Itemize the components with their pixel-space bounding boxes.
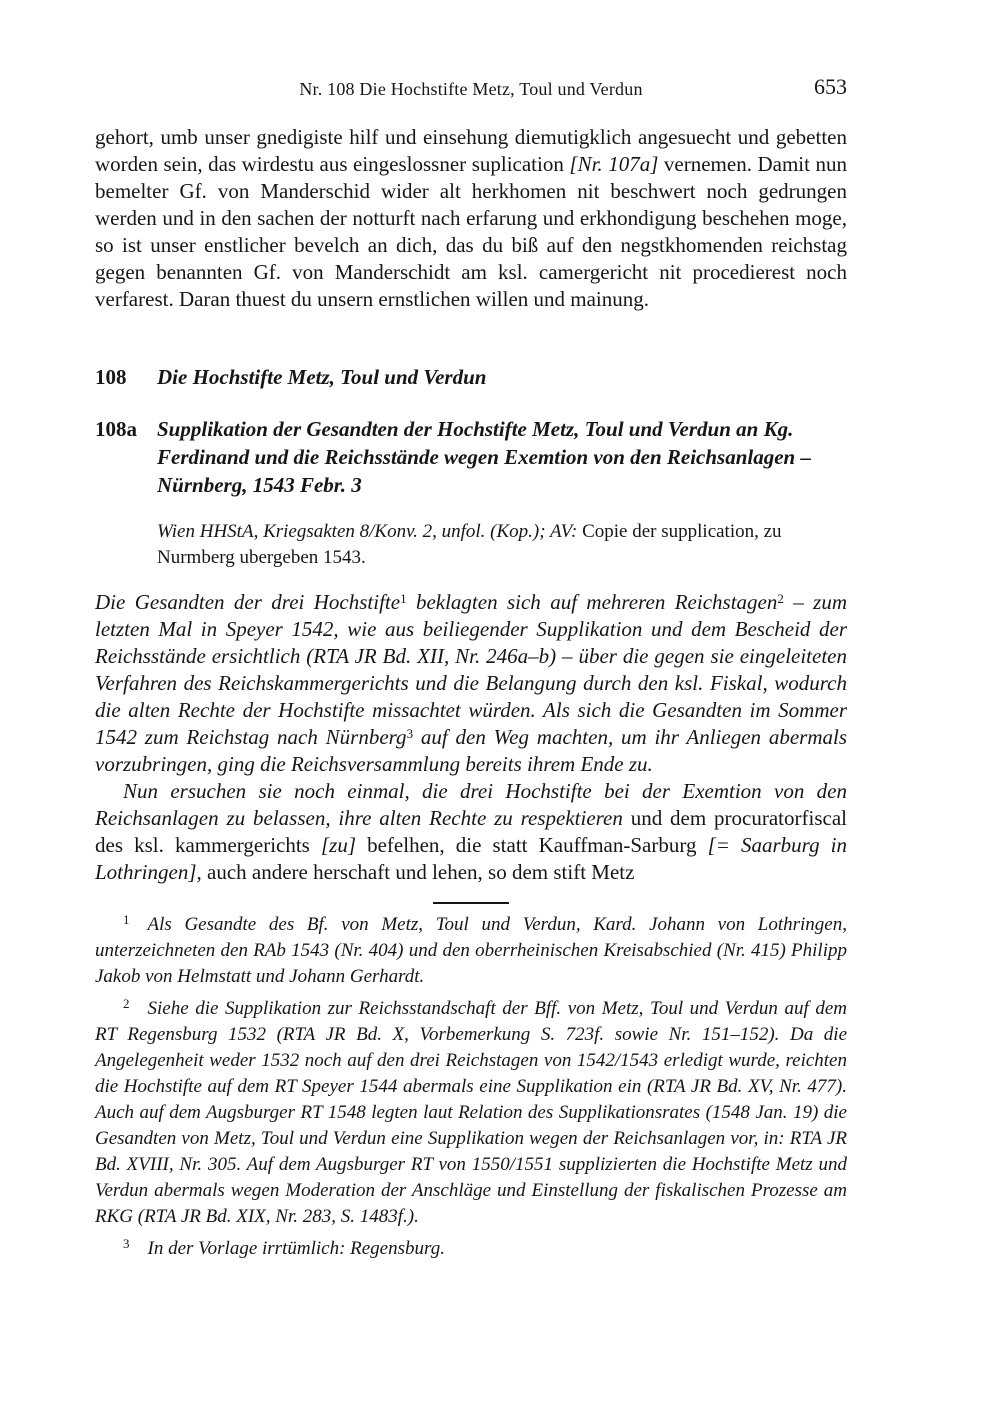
text-segment: vernemen. Damit nun bemelter Gf. von Manderschid wider alt herkhomen nit beschwert noch gedrungen werden und in den sachen der notturft nach erfarung und erkhondigung beschehen moge, so ist unser enstlicher bevelch an dich, das du biß auf den negstkhomenden reichstag gegen benannten Gf. von Manderschidt am ksl. camergericht nit procedierest noch verfarest. Daran thuest du unsern ernstlichen willen und mainung. [95,152,847,311]
section-title: Die Hochstifte Metz, Toul und Verdun [157,365,487,389]
text-segment: Die Gesandten der drei Hochstifte [95,590,401,614]
text-segment: 1 [400,591,407,607]
text-segment: Nun ersuchen sie noch einmal, die drei Hochstifte bei der Exemtion von den Reichsanlagen zu belassen, ihre alten Rechte zu respektieren [95,779,847,830]
continuation-paragraph [95,124,847,313]
footnote-separator [433,902,509,904]
text-segment: Wien HHStA, Kriegsakten 8/Konv. 2, unfol. (Kop.); AV: [157,521,583,542]
text-segment: [= Saarburg in Lothringen] [95,833,848,884]
summary-paragraph-2 [95,778,847,886]
footnote-text: In der Vorlage irrtümlich: Regensburg. [147,1238,445,1259]
footnote-3 [95,1236,847,1262]
text-segment: auf den Weg machten, um ihr Anliegen abermals vorzubringen, ging die Reichsversammlung bereits ihrem Ende zu. [95,725,847,776]
running-header [95,74,847,100]
text-segment: [Nr. 107a] [569,152,659,176]
text-segment: – zum letzten Mal in Speyer 1542, wie aus beiliegender Supplikation und dem Bescheid der Reichsstände ersichtlich (RTA JR Bd. XII, Nr. 246a–b) – über die gegen sie eingeleiteten Verfahren des Reichskammergerichts und die Belangung durch den ksl. Fiskal, wodurch die alten Rechte der Hochstifte missachtet würden. Als sich die Gesandten im Sommer 1542 zum Reichstag nach Nürnberg [95,590,847,749]
footnote-2 [95,996,847,1230]
text-segment: befelhen, die statt Kauffman-Sarburg [356,833,708,857]
footnote-number: 2 [123,996,130,1012]
text-segment: 3 [406,726,414,742]
running-title: Nr. 108 Die Hochstifte Metz, Toul und Verdun [299,79,643,99]
text-segment: 2 [777,591,784,607]
document-number: 108a [95,417,137,441]
document-title: Supplikation der Gesandten der Hochstifte Metz, Toul und Verdun an Kg. Ferdinand und die Reichsstände wegen Exemtion von den Reichsanlagen – Nürnberg, 1543 Febr. 3 [157,417,811,497]
text-segment: Copie der supplication, zu Nurmberg ubergeben 1543. [157,521,782,568]
document-heading [95,415,847,499]
footnote-number: 1 [123,912,130,928]
text-segment: [zu] [320,833,356,857]
footnote-text: Als Gesandte des Bf. von Metz, Toul und Verdun, Kard. Johann von Lothringen, unterzeichneten den RAb 1543 (Nr. 404) und den oberrheinischen Kreisabschied (Nr. 415) Philipp Jakob von Helmstatt und Johann Gerhardt. [95,914,847,987]
summary-paragraph-1 [95,589,847,778]
footnote-number: 3 [123,1236,130,1252]
text-column [95,74,848,1262]
section-heading [95,363,847,391]
text-segment: beklagten sich auf mehreren Reichstagen [406,590,778,614]
source-note [157,519,817,571]
page-number: 653 [814,74,847,99]
text-segment: , auch andere herschaft und lehen, so dem stift Metz [196,860,635,884]
footnote-text: Siehe die Supplikation zur Reichsstandschaft der Bff. von Metz, Toul und Verdun auf dem RT Regensburg 1532 (RTA JR Bd. X, Vorbemerkung S. 723f. sowie Nr. 151–152). Da die Angelegenheit weder 1532 noch auf den drei Reichstagen von 1542/1543 erledigt wurde, reichten die Hochstifte auf dem RT Speyer 1544 abermals eine Supplikation ein (RTA JR Bd. XV, Nr. 477). Auch auf dem Augsburger RT 1548 legten laut Relation des Supplikationsrates (1548 Jan. 19) die Gesandten von Metz, Toul und Verdun eine Supplikation wegen der Reichsanlagen vor, in: RTA JR Bd. XVIII, Nr. 305. Auf dem Augsburger RT von 1550/1551 supplizierten die Hochstifte Metz und Verdun abermals wegen Moderation der Anschläge und Einstellung der fiskalischen Prozesse am RKG (RTA JR Bd. XIX, Nr. 283, S. 1483f.). [95,998,847,1227]
section-number: 108 [95,365,127,389]
text-segment: und dem procuratorfiscal des ksl. kammergerichts [95,806,847,857]
text-segment: gehort, umb unser gnedigiste hilf und einsehung diemutigklich angesuecht und gebetten worden sein, das wirdestu aus eingeslossner suplication [95,125,847,176]
footnote-1 [95,912,847,990]
